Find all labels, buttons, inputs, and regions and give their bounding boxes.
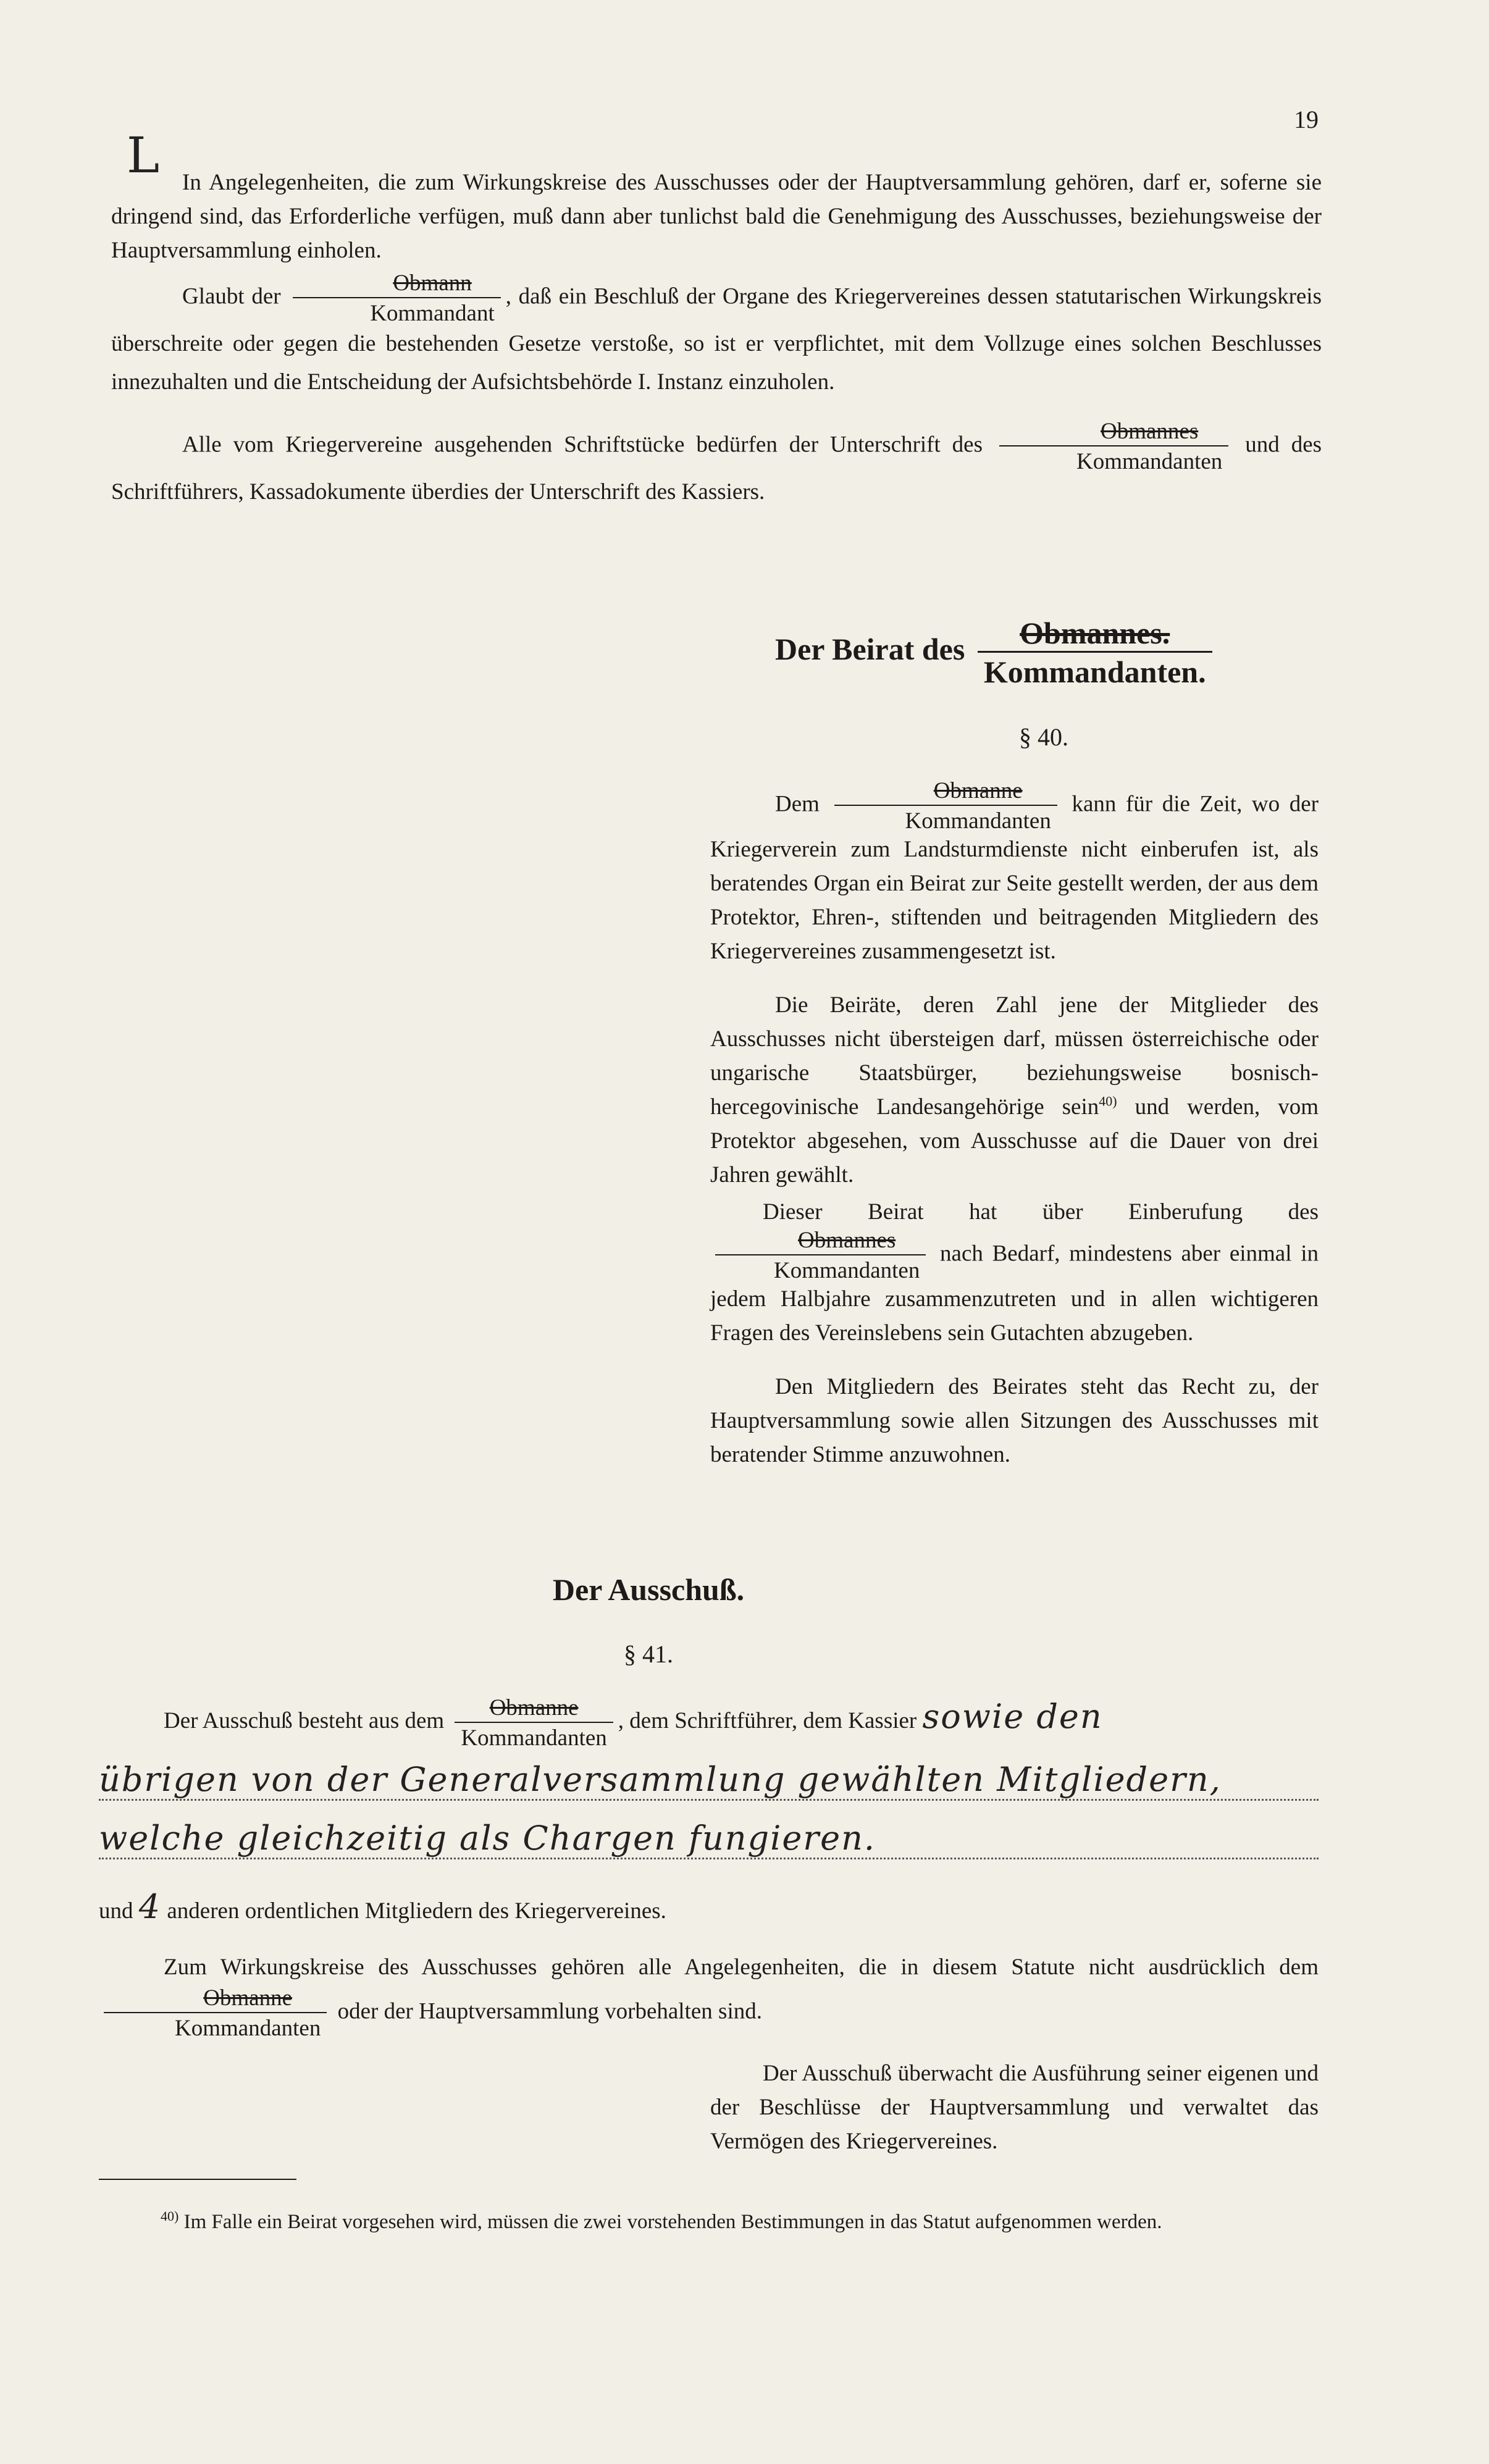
footnote-ref: 40) bbox=[1099, 1093, 1117, 1109]
s40-p3-before: Dieser Beirat hat über Einberufung des bbox=[763, 1199, 1319, 1225]
s40-p4-text: Den Mitgliedern des Beirates steht das Recht zu, der Hauptversammlung sowie allen Sitzungen des Ausschusses mit beratender Stimme anzuwohnen. bbox=[710, 1374, 1319, 1467]
page-number: 19 bbox=[1294, 106, 1319, 133]
paragraph-3-after: und des Schriftführers, Kassadokumente überdies der Unterschrift des Kassiers. bbox=[111, 432, 1322, 505]
s41-p2-before: Zum Wirkungskreise des Ausschusses gehören alle Angelegenheiten, die in diesem Statute nicht ausdrücklich dem bbox=[164, 1955, 1319, 1980]
s41-p2-after: oder der Hauptversammlung vorbehalten sind. bbox=[337, 1998, 762, 2024]
handwritten-insert-1: sowie den bbox=[922, 1697, 1103, 1736]
handwritten-line-2: übrigen von der Generalversammlung gewählten Mitgliedern, bbox=[99, 1760, 1319, 1801]
footnote-text: Im Falle ein Beirat vorgesehen wird, müssen die zwei vorstehenden Bestimmungen in das Statut aufgenommen werden. bbox=[183, 2211, 1162, 2233]
s41-p1-end: anderen ordentlichen Mitgliedern des Kriegervereines. bbox=[167, 1898, 666, 1924]
s40-paragraph-2 bbox=[710, 988, 1319, 1192]
heading-beirat-before: Der Beirat des bbox=[775, 631, 965, 666]
s41-paragraph-2 bbox=[99, 1948, 1319, 2040]
struck-word: Obmanne bbox=[933, 778, 1023, 803]
replacement-word: Kommandanten bbox=[999, 445, 1228, 473]
struck-word: Obmanne bbox=[489, 1695, 579, 1720]
paragraph-3 bbox=[111, 420, 1322, 511]
replacement-word: Kommandanten. bbox=[978, 651, 1212, 687]
correction-obmann-1 bbox=[293, 272, 500, 325]
s40-p3-after: nach Bedarf, mindestens aber einmal in jedem Halbjahre zusammenzutreten und in allen wichtigeren Fragen des Vereinslebens sein Gutachten abzugeben. bbox=[710, 1241, 1319, 1346]
struck-word: Obmann bbox=[393, 270, 472, 296]
struck-word: Obmanne bbox=[203, 1985, 293, 2011]
s40-paragraph-4 bbox=[710, 1370, 1319, 1472]
paragraph-2-before: Glaubt der bbox=[182, 283, 281, 309]
replacement-word: Kommandant bbox=[293, 297, 500, 325]
replacement-word: Kommandanten bbox=[104, 2012, 327, 2040]
correction-heading bbox=[978, 618, 1212, 687]
und-word: und bbox=[99, 1898, 133, 1924]
paragraph-2-after: , daß ein Beschluß der Organe des Kriegervereines dessen statutarischen Wirkungskreis überschreite oder gegen die bestehenden Gesetze verstoße, so ist er verpflichtet, mit dem Vollzuge eines solchen Beschlusses innezuhalten und die Entscheidung der Aufsichtsbehörde I. Instanz einzuholen. bbox=[111, 283, 1322, 395]
s40-paragraph-3 bbox=[710, 1195, 1319, 1350]
s40-paragraph-1 bbox=[710, 779, 1319, 968]
footnote bbox=[99, 2208, 1319, 2236]
struck-word: Obmannes. bbox=[1020, 616, 1170, 650]
s41-p1-after: , dem Schriftführer, dem Kassier bbox=[618, 1708, 917, 1733]
replacement-word: Kommandanten bbox=[455, 1722, 613, 1750]
s41-paragraph-3 bbox=[710, 2056, 1319, 2158]
handwritten-number: 4 bbox=[138, 1887, 162, 1926]
s41-p1-before: Der Ausschuß besteht aus dem bbox=[164, 1708, 445, 1733]
section-40-heading: § 40. bbox=[1019, 723, 1068, 751]
section-41-heading: § 41. bbox=[624, 1640, 673, 1668]
heading-ausschuss: Der Ausschuß. bbox=[552, 1572, 745, 1607]
replacement-word: Kommandanten bbox=[715, 1254, 926, 1282]
s40-p1-before: Dem bbox=[775, 791, 820, 817]
s40-p1-after: kann für die Zeit, wo der Kriegerverein zum Landsturmdienste nicht einberufen ist, als beratendes Organ ein Beirat zur Seite gestellt werden, der aus dem Protektor, Ehren-, stiftenden und beitragenden Mitgliedern des Kriegervereines zusammengesetzt ist. bbox=[710, 791, 1319, 964]
s40-p2-text: Die Beiräte, deren Zahl jene der Mitglieder des Ausschusses nicht übersteigen darf, müssen österreichische oder ungarische Staatsbürger, beziehungsweise bosnisch-hercegovinische Landesangehörige sein bbox=[710, 992, 1319, 1120]
correction-obmanne-2 bbox=[455, 1696, 613, 1750]
s41-line-4 bbox=[99, 1887, 1319, 1928]
correction-obmannes-2 bbox=[715, 1229, 926, 1282]
heading-beirat bbox=[775, 618, 1331, 687]
correction-obmanne-3 bbox=[104, 1987, 327, 2040]
paragraph-1 bbox=[111, 166, 1322, 267]
paragraph-1-text: In Angelegenheiten, die zum Wirkungskreise des Ausschusses oder der Hauptversammlung gehören, darf er, soferne sie dringend sind, das Erforderliche verfügen, muß dann aber tunlichst bald die Genehmigung des Ausschusses, beziehungsweise der Hauptversammlung einholen. bbox=[111, 170, 1322, 263]
footnote-divider bbox=[99, 2179, 296, 2180]
struck-word: Obmannes bbox=[798, 1228, 896, 1253]
struck-word: Obmannes bbox=[1101, 419, 1199, 444]
s40-p2-after: und werden, vom Protektor abgesehen, vom Ausschusse auf die Dauer von drei Jahren gewählt. bbox=[710, 1094, 1319, 1188]
footnote-number: 40) bbox=[161, 2208, 179, 2224]
correction-obmanne-1 bbox=[834, 779, 1057, 832]
s41-p3-text: Der Ausschuß überwacht die Ausführung seiner eigenen und der Beschlüsse der Hauptversammlung und verwaltet das Vermögen des Kriegervereines. bbox=[710, 2061, 1319, 2154]
s41-line-1 bbox=[164, 1692, 1319, 1750]
margin-mark: L bbox=[127, 127, 161, 184]
paragraph-2 bbox=[111, 272, 1322, 401]
paragraph-3-before: Alle vom Kriegervereine ausgehenden Schriftstücke bedürfen der Unterschrift des bbox=[182, 432, 983, 458]
handwritten-line-3: welche gleichzeitig als Chargen fungieren. bbox=[99, 1819, 1319, 1859]
correction-obmannes-1 bbox=[999, 420, 1228, 473]
replacement-word: Kommandanten bbox=[834, 805, 1057, 832]
